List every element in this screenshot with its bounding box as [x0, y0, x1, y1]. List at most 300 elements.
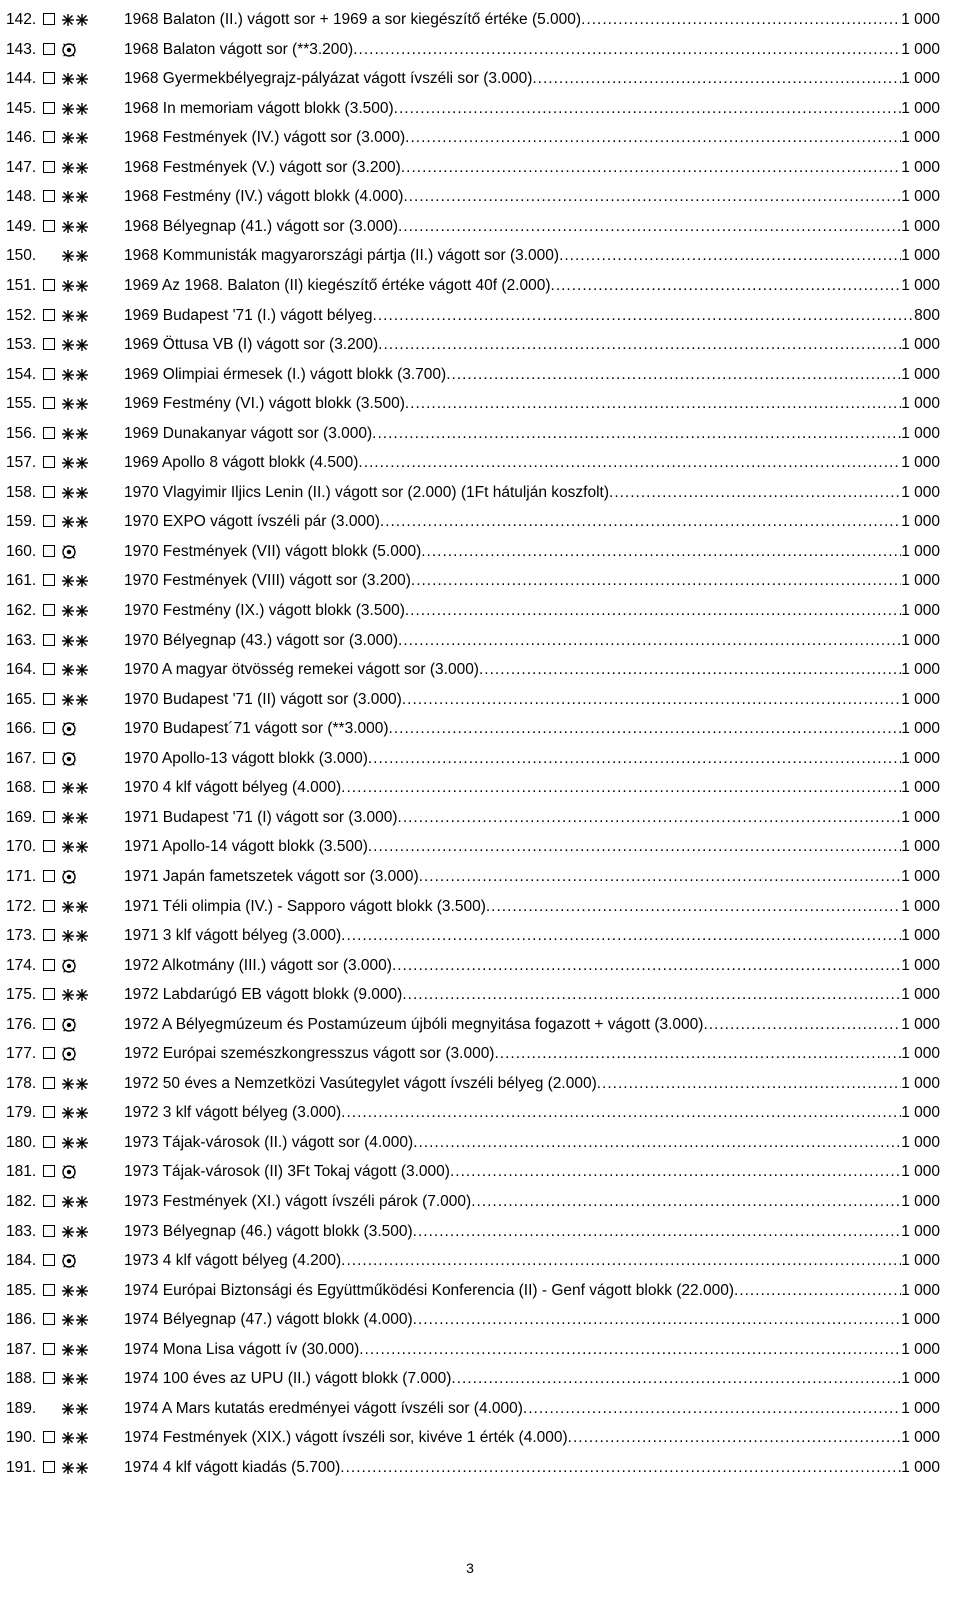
- item-price: 1 000: [901, 1458, 940, 1476]
- mint-icon: [61, 1194, 89, 1210]
- item-description-line: [124, 685, 940, 715]
- item-price: 1 000: [901, 1429, 940, 1447]
- checkbox-square-icon: [43, 456, 55, 468]
- item-description-line: [124, 626, 940, 656]
- item-description: 1969 Festmény (VI.) vágott blokk (3.500): [124, 395, 405, 413]
- checkbox-square-icon: [43, 72, 55, 84]
- item-price: 1 000: [901, 956, 940, 974]
- item-price: 1 000: [901, 838, 940, 856]
- mint-icon: [61, 514, 89, 530]
- item-description: 1972 Európai szemészkongresszus vágott sor (3.000): [124, 1045, 495, 1063]
- used-icon: [61, 1253, 89, 1269]
- item-number: 144.: [6, 70, 37, 88]
- list-item: [0, 773, 960, 803]
- list-item: [0, 301, 960, 331]
- checkbox-square-icon: [43, 486, 55, 498]
- mint-icon: [61, 308, 89, 324]
- item-description-line: [124, 1187, 940, 1217]
- mint-icon: [61, 1401, 89, 1417]
- item-description-line: [124, 35, 940, 65]
- item-price: 1 000: [901, 129, 940, 147]
- list-item: [0, 1335, 960, 1365]
- list-item: [0, 419, 960, 449]
- checkbox-square-icon: [43, 397, 55, 409]
- list-item: [0, 1364, 960, 1394]
- used-icon: [61, 544, 89, 560]
- list-item: [0, 330, 960, 360]
- checkbox-square-icon: [43, 1195, 55, 1207]
- item-price: 1 000: [901, 720, 940, 738]
- item-price: 1 000: [901, 867, 940, 885]
- checkbox-square-icon: [43, 161, 55, 173]
- checkbox-square-icon: [43, 811, 55, 823]
- dot-leader: [451, 1364, 901, 1394]
- dot-leader: [378, 330, 901, 360]
- mint-icon: [61, 160, 89, 176]
- item-description: 1971 Téli olimpia (IV.) - Sapporo vágott blokk (3.500): [124, 897, 486, 915]
- dot-leader: [734, 1276, 901, 1306]
- item-number: 158.: [6, 483, 37, 501]
- item-description-line: [124, 182, 940, 212]
- item-description-line: [124, 271, 940, 301]
- item-price: 1 000: [901, 1370, 940, 1388]
- item-description-line: [124, 1364, 940, 1394]
- item-number: 161.: [6, 572, 37, 590]
- checkbox-square-icon: [43, 1225, 55, 1237]
- item-description: 1971 Budapest '71 (I) vágott sor (3.000): [124, 808, 398, 826]
- checkbox-square-icon: [43, 870, 55, 882]
- checkbox-square-icon: [43, 1047, 55, 1059]
- item-description-line: [124, 1276, 940, 1306]
- item-description-line: [124, 1039, 940, 1069]
- item-number: 189.: [6, 1399, 37, 1417]
- list-item: [0, 655, 960, 685]
- checkbox-square-icon: [43, 1372, 55, 1384]
- item-description-line: [124, 1098, 940, 1128]
- mint-icon: [61, 455, 89, 471]
- item-number: 186.: [6, 1311, 37, 1329]
- item-description: 1973 Tájak-városok (II.) vágott sor (4.000): [124, 1133, 414, 1151]
- item-price: 1 000: [901, 779, 940, 797]
- dot-leader: [703, 1010, 901, 1040]
- item-price: 1 000: [901, 542, 940, 560]
- item-number: 163.: [6, 631, 37, 649]
- dot-leader: [523, 1394, 901, 1424]
- dot-leader: [413, 1305, 902, 1335]
- dot-leader: [450, 1157, 901, 1187]
- used-icon: [61, 1017, 89, 1033]
- list-item: [0, 478, 960, 508]
- item-description-line: [124, 862, 940, 892]
- list-item: [0, 507, 960, 537]
- mint-icon: [61, 130, 89, 146]
- dot-leader: [559, 241, 901, 271]
- item-description-line: [124, 507, 940, 537]
- item-price: 1 000: [901, 1193, 940, 1210]
- dot-leader: [372, 419, 901, 449]
- list-item: [0, 566, 960, 596]
- dot-leader: [368, 744, 901, 774]
- checkbox-square-icon: [43, 959, 55, 971]
- used-icon: [61, 751, 89, 767]
- mint-icon: [61, 1224, 89, 1240]
- item-number: 154.: [6, 365, 37, 383]
- item-description: 1968 Festmény (IV.) vágott blokk (4.000): [124, 188, 404, 206]
- item-price: 1 000: [901, 11, 940, 28]
- item-description: 1973 Tájak-városok (II) 3Ft Tokaj vágott (3.000): [124, 1163, 450, 1181]
- item-description: 1971 3 klf vágott bélyeg (3.000): [124, 927, 342, 945]
- mint-icon: [61, 1342, 89, 1358]
- list-item: [0, 35, 960, 65]
- mint-icon: [61, 662, 89, 678]
- item-price: 1 000: [901, 454, 940, 472]
- item-number: 147.: [6, 158, 37, 176]
- dot-leader: [368, 832, 901, 862]
- item-description: 1968 Balaton vágott sor (**3.200): [124, 40, 354, 58]
- item-description: 1968 Bélyegnap (41.) vágott sor (3.000): [124, 217, 399, 235]
- item-description: 1970 A magyar ötvösség remekei vágott sor (3.000): [124, 661, 479, 679]
- item-price: 1 000: [901, 572, 940, 590]
- mint-icon: [61, 1135, 89, 1151]
- item-description: 1971 Apollo-14 vágott blokk (3.500): [124, 838, 368, 856]
- item-number: 182.: [6, 1193, 37, 1210]
- item-description-line: [124, 1423, 940, 1453]
- item-description: 1968 In memoriam vágott blokk (3.500): [124, 99, 394, 117]
- mint-icon: [61, 71, 89, 87]
- item-description: 1972 50 éves a Nemzetközi Vasútegylet vágott ívszéli bélyeg (2.000): [124, 1074, 597, 1092]
- item-price: 1 000: [901, 897, 940, 915]
- mint-icon: [61, 987, 89, 1003]
- item-description-line: [124, 94, 940, 124]
- item-price: 1 000: [901, 749, 940, 767]
- item-description-line: [124, 123, 940, 153]
- item-description-line: [124, 1157, 940, 1187]
- checkbox-square-icon: [43, 1077, 55, 1089]
- item-description: 1973 4 klf vágott bélyeg (4.200): [124, 1252, 342, 1270]
- list-item: [0, 94, 960, 124]
- dot-leader: [486, 892, 901, 922]
- item-description: 1970 4 klf vágott bélyeg (4.000): [124, 779, 342, 797]
- item-price: 1 000: [901, 1133, 940, 1151]
- list-item: [0, 1423, 960, 1453]
- item-number: 172.: [6, 897, 37, 915]
- item-price: 1 000: [901, 1281, 940, 1299]
- checkbox-square-icon: [43, 693, 55, 705]
- item-number: 164.: [6, 661, 37, 679]
- item-price: 1 000: [901, 424, 940, 442]
- item-description: 1970 EXPO vágott ívszéli pár (3.000): [124, 513, 380, 531]
- item-description-line: [124, 360, 940, 390]
- checkbox-square-icon: [43, 43, 55, 55]
- used-icon: [61, 869, 89, 885]
- checkbox-square-icon: [43, 1461, 55, 1473]
- list-item: [0, 1453, 960, 1483]
- dot-leader: [581, 5, 901, 35]
- item-description: 1970 Festmény (IX.) vágott blokk (3.500): [124, 602, 405, 619]
- item-number: 150.: [6, 247, 37, 265]
- checkbox-square-icon: [43, 634, 55, 646]
- dot-leader: [609, 478, 901, 508]
- dot-leader: [446, 360, 901, 390]
- item-description: 1969 Dunakanyar vágott sor (3.000): [124, 424, 373, 442]
- item-description-line: [124, 832, 940, 862]
- item-number: 170.: [6, 838, 37, 856]
- item-description-line: [124, 241, 940, 271]
- checkbox-square-icon: [43, 309, 55, 321]
- item-description: 1970 Vlagyimir Iljics Lenin (II.) vágott sor (2.000) (1Ft hátulján koszfolt): [124, 483, 610, 501]
- item-price: 1 000: [901, 1311, 940, 1329]
- mint-icon: [61, 1430, 89, 1446]
- item-number: 143.: [6, 40, 37, 58]
- item-description: 1974 100 éves az UPU (II.) vágott blokk (7.000): [124, 1370, 452, 1388]
- dot-leader: [398, 212, 901, 242]
- item-description-line: [124, 773, 940, 803]
- item-description: 1969 Apollo 8 vágott blokk (4.500): [124, 454, 359, 472]
- item-number: 171.: [6, 867, 37, 885]
- item-description-line: [124, 1335, 940, 1365]
- item-description: 1972 3 klf vágott bélyeg (3.000): [124, 1104, 342, 1122]
- list-item: [0, 980, 960, 1010]
- checkbox-square-icon: [43, 840, 55, 852]
- item-description: 1973 Bélyegnap (46.) vágott blokk (3.500): [124, 1222, 413, 1240]
- item-description: 1974 Festmények (XIX.) vágott ívszéli sor, kivéve 1 érték (4.000): [124, 1429, 568, 1447]
- mint-icon: [61, 928, 89, 944]
- item-description-line: [124, 1305, 940, 1335]
- item-number: 187.: [6, 1340, 37, 1358]
- item-description-line: [124, 330, 940, 360]
- list-item: [0, 448, 960, 478]
- item-description: 1974 4 klf vágott kiadás (5.700): [124, 1458, 341, 1476]
- item-number: 176.: [6, 1015, 37, 1033]
- item-price: 1 000: [901, 1045, 940, 1063]
- dot-leader: [341, 773, 901, 803]
- item-description: 1968 Festmények (V.) vágott sor (3.200): [124, 158, 401, 176]
- dot-leader: [479, 655, 901, 685]
- dot-leader: [392, 951, 901, 981]
- item-price: 1 000: [901, 1104, 940, 1122]
- mint-icon: [61, 248, 89, 264]
- item-price: 1 000: [901, 40, 940, 58]
- item-number: 181.: [6, 1163, 37, 1181]
- dot-leader: [421, 537, 901, 567]
- item-number: 167.: [6, 749, 37, 767]
- item-price: 1 000: [901, 276, 940, 294]
- dot-leader: [402, 980, 901, 1010]
- item-price: 1 000: [901, 483, 940, 501]
- item-description-line: [124, 951, 940, 981]
- item-number: 160.: [6, 542, 37, 560]
- checkbox-square-icon: [43, 1018, 55, 1030]
- item-description-line: [124, 803, 940, 833]
- item-description-line: [124, 921, 940, 951]
- item-number: 151.: [6, 276, 37, 294]
- list-item: [0, 1217, 960, 1247]
- mint-icon: [61, 426, 89, 442]
- item-description: 1969 Olimpiai érmesek (I.) vágott blokk (3.700): [124, 365, 447, 383]
- item-number: 155.: [6, 395, 37, 413]
- dot-leader: [471, 1187, 901, 1217]
- list-item: [0, 685, 960, 715]
- item-number: 153.: [6, 336, 37, 354]
- dot-leader: [405, 596, 901, 626]
- mint-icon: [61, 396, 89, 412]
- item-number: 149.: [6, 217, 37, 235]
- checkbox-square-icon: [43, 722, 55, 734]
- item-description: 1968 Kommunisták magyarországi pártja (II.) vágott sor (3.000): [124, 247, 560, 265]
- dot-leader: [358, 448, 901, 478]
- item-price: 1 000: [901, 365, 940, 383]
- item-description-line: [124, 655, 940, 685]
- item-price: 1 000: [901, 631, 940, 649]
- item-description: 1970 Budapest '71 (II) vágott sor (3.000): [124, 690, 402, 708]
- mint-icon: [61, 189, 89, 205]
- mint-icon: [61, 1076, 89, 1092]
- item-description-line: [124, 5, 940, 35]
- item-number: 178.: [6, 1074, 37, 1092]
- list-item: [0, 626, 960, 656]
- dot-leader: [373, 301, 915, 331]
- checkbox-square-icon: [43, 368, 55, 380]
- item-price: 1 000: [901, 1163, 940, 1181]
- list-item: [0, 123, 960, 153]
- checkbox-square-icon: [43, 752, 55, 764]
- checkbox-square-icon: [43, 1343, 55, 1355]
- item-description-line: [124, 1069, 940, 1099]
- item-price: 1 000: [901, 395, 940, 413]
- item-description: 1970 Bélyegnap (43.) vágott sor (3.000): [124, 631, 399, 649]
- item-price: 1 000: [901, 1222, 940, 1240]
- item-price: 800: [914, 306, 940, 324]
- checkbox-square-icon: [43, 102, 55, 114]
- dot-leader: [402, 685, 901, 715]
- checkbox-square-icon: [43, 1284, 55, 1296]
- list-item: [0, 832, 960, 862]
- list-item: [0, 744, 960, 774]
- list-item: [0, 1098, 960, 1128]
- checkbox-square-icon: [43, 574, 55, 586]
- checkbox-square-icon: [43, 1165, 55, 1177]
- list-item: [0, 1157, 960, 1187]
- item-price: 1 000: [901, 1252, 940, 1270]
- item-number: 174.: [6, 956, 37, 974]
- checkbox-square-icon: [43, 1136, 55, 1148]
- item-price: 1 000: [901, 602, 940, 619]
- item-price: 1 000: [901, 927, 940, 945]
- list-item: [0, 182, 960, 212]
- item-description-line: [124, 1128, 940, 1158]
- mint-icon: [61, 1460, 89, 1476]
- item-number: 156.: [6, 424, 37, 442]
- dot-leader: [411, 566, 901, 596]
- dot-leader: [405, 123, 901, 153]
- mint-icon: [61, 219, 89, 235]
- mint-icon: [61, 485, 89, 501]
- item-description: 1968 Balaton (II.) vágott sor + 1969 a sor kiegészítő értéke (5.000): [124, 11, 582, 28]
- item-number: 185.: [6, 1281, 37, 1299]
- item-description: 1970 Festmények (VII) vágott blokk (5.000): [124, 542, 422, 560]
- list-item: [0, 1305, 960, 1335]
- item-description-line: [124, 448, 940, 478]
- used-icon: [61, 1164, 89, 1180]
- list-item: [0, 1187, 960, 1217]
- list-item: [0, 1039, 960, 1069]
- mint-icon: [61, 1283, 89, 1299]
- item-description: 1969 Öttusa VB (I) vágott sor (3.200): [124, 336, 379, 354]
- checkbox-square-icon: [43, 781, 55, 793]
- item-number: 146.: [6, 129, 37, 147]
- mint-icon: [61, 839, 89, 855]
- dot-leader: [341, 1246, 901, 1276]
- checkbox-square-icon: [43, 220, 55, 232]
- list-item: [0, 64, 960, 94]
- item-description: 1970 Budapest´71 vágott sor (**3.000): [124, 720, 389, 738]
- mint-icon: [61, 899, 89, 915]
- item-description-line: [124, 301, 940, 331]
- dot-leader: [341, 1098, 901, 1128]
- checkbox-square-icon: [43, 13, 55, 25]
- checkbox-square-icon: [43, 1313, 55, 1325]
- item-description-line: [124, 566, 940, 596]
- item-description-line: [124, 389, 940, 419]
- dot-leader: [532, 64, 901, 94]
- item-number: 173.: [6, 927, 37, 945]
- dot-leader: [359, 1335, 901, 1365]
- item-description-line: [124, 537, 940, 567]
- item-description-line: [124, 892, 940, 922]
- item-description-line: [124, 1246, 940, 1276]
- list-item: [0, 1128, 960, 1158]
- item-description-line: [124, 419, 940, 449]
- mint-icon: [61, 603, 89, 619]
- checkbox-square-icon: [43, 1254, 55, 1266]
- item-number: 191.: [6, 1458, 37, 1476]
- item-price: 1 000: [901, 1340, 940, 1358]
- item-number: 162.: [6, 602, 37, 619]
- dot-leader: [398, 803, 902, 833]
- mint-icon: [61, 337, 89, 353]
- checkbox-square-icon: [43, 1431, 55, 1443]
- checkbox-square-icon: [43, 988, 55, 1000]
- item-price: 1 000: [901, 217, 940, 235]
- item-number: 188.: [6, 1370, 37, 1388]
- item-description-line: [124, 1217, 940, 1247]
- item-price: 1 000: [901, 1015, 940, 1033]
- mint-icon: [61, 633, 89, 649]
- page-number: 3: [466, 1560, 474, 1576]
- list-item: [0, 951, 960, 981]
- item-price: 1 000: [901, 513, 940, 531]
- list-item: [0, 1069, 960, 1099]
- item-price: 1 000: [901, 158, 940, 176]
- list-item: [0, 153, 960, 183]
- list-item: [0, 803, 960, 833]
- list-item: [0, 1246, 960, 1276]
- checkbox-square-icon: [43, 515, 55, 527]
- checkbox-square-icon: [43, 604, 55, 616]
- list-item: [0, 596, 960, 626]
- item-description-line: [124, 1010, 940, 1040]
- item-number: 145.: [6, 99, 37, 117]
- dot-leader: [413, 1217, 902, 1247]
- used-icon: [61, 1046, 89, 1062]
- item-description: 1974 A Mars kutatás eredményei vágott ívszéli sor (4.000): [124, 1399, 523, 1417]
- item-description: 1974 Európai Biztonsági és Együttműködési Konferencia (II) - Genf vágott blokk (22.000): [124, 1281, 735, 1299]
- item-number: 190.: [6, 1429, 37, 1447]
- dot-leader: [419, 862, 902, 892]
- item-price: 1 000: [901, 188, 940, 206]
- checkbox-square-icon: [43, 545, 55, 557]
- item-description: 1973 Festmények (XI.) vágott ívszéli párok (7.000): [124, 1193, 472, 1210]
